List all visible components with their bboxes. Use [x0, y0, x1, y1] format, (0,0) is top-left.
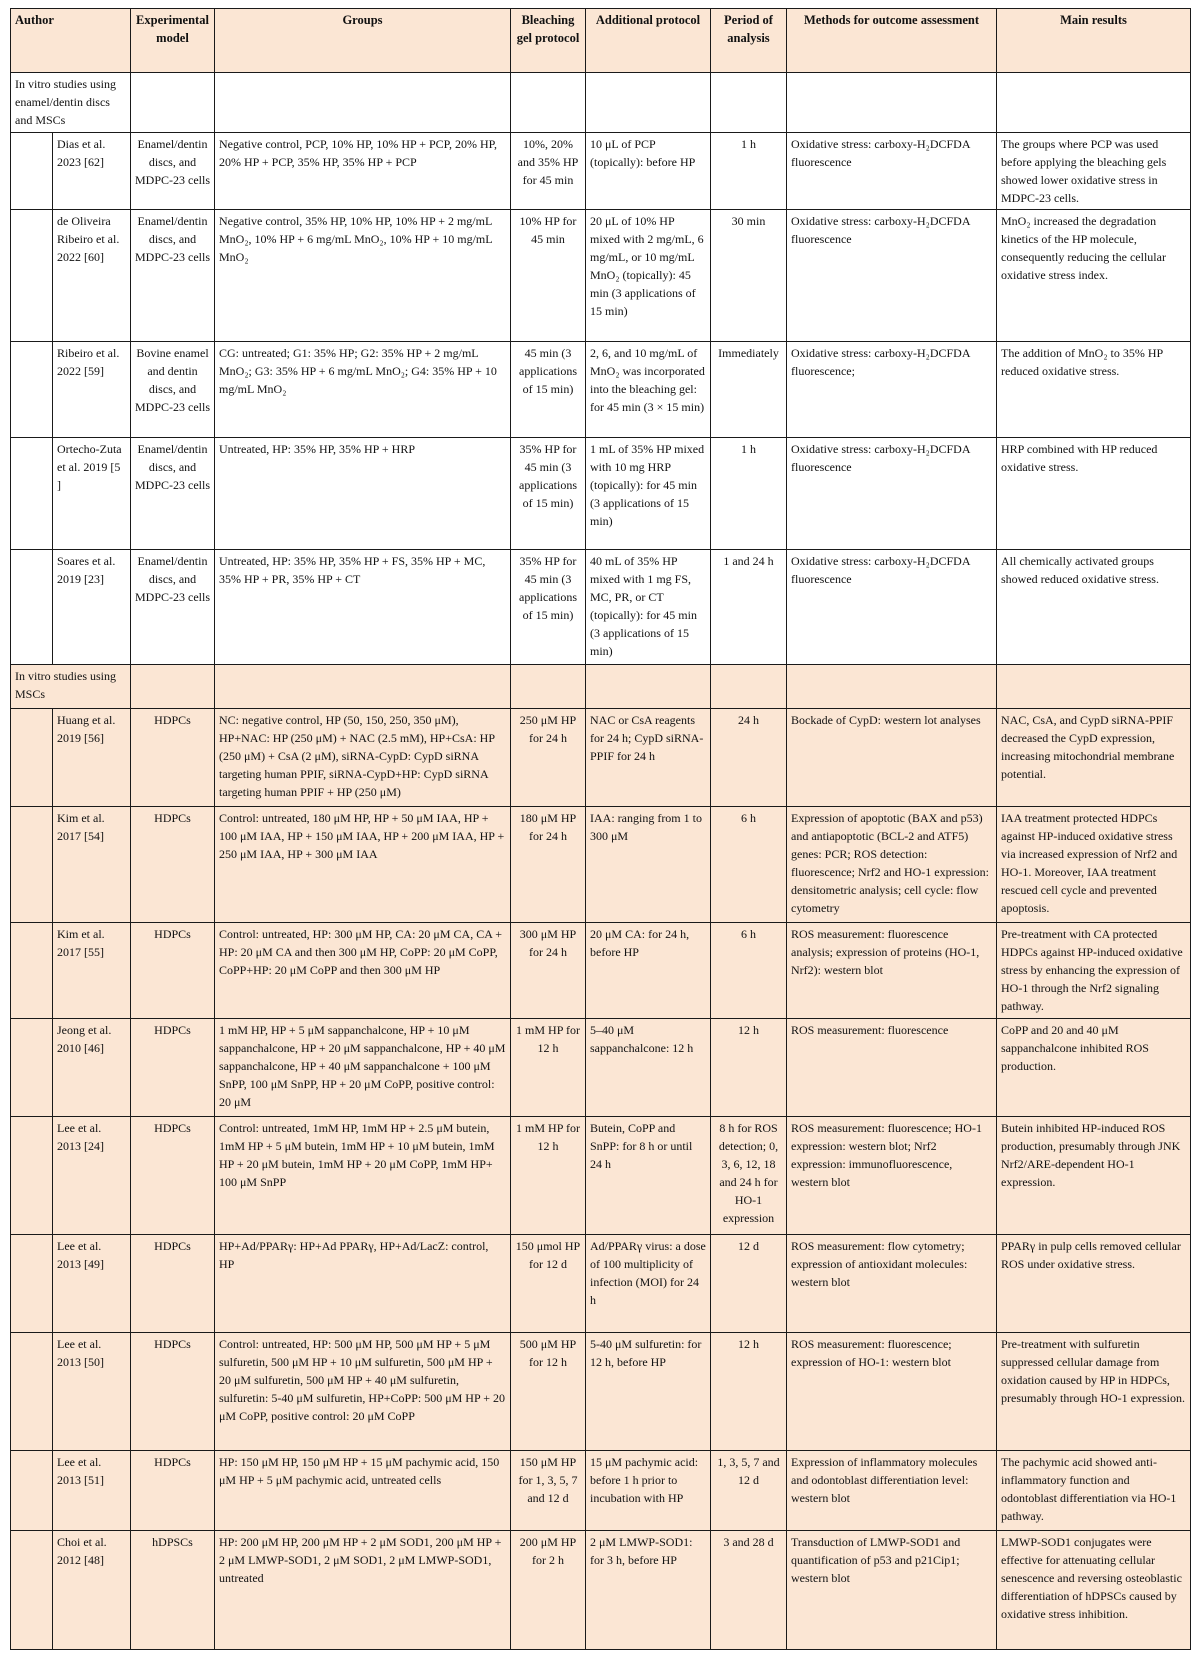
indent-cell — [11, 1235, 53, 1333]
cell-main-results: The addition of MnO₂ to 35% HP reduced oxidative stress. — [997, 342, 1191, 438]
cell-additional-protocol: 15 μM pachymic acid: before 1 h prior to incubation with HP — [586, 1451, 711, 1531]
section-empty-cell — [997, 73, 1191, 133]
cell-groups: Untreated, HP: 35% HP, 35% HP + HRP — [215, 438, 511, 550]
cell-additional-protocol: 2 μM LMWP-SOD1: for 3 h, before HP — [586, 1531, 711, 1650]
table-row — [11, 210, 1191, 342]
indent-cell — [11, 210, 53, 342]
cell-experimental-model: hDPSCs — [131, 1531, 215, 1650]
cell-groups: Negative control, 35% HP, 10% HP, 10% HP + 2 mg/mL MnO₂, 10% HP + 6 mg/mL MnO₂, 10% HP + 10 mg/mL MnO₂ — [215, 210, 511, 342]
cell-bleaching-gel: 35% HP for 45 min (3 applications of 15 min) — [511, 438, 586, 550]
cell-methods: ROS measurement: fluorescence — [787, 1019, 997, 1117]
indent-cell — [11, 550, 53, 665]
cell-groups: Control: untreated, HP: 300 μM HP, CA: 20 μM CA, CA + HP: 20 μM CA and then 300 μM HP, CoPP: 20 μM CoPP, CoPP+HP: 20 μM CoPP and then 300 μM HP — [215, 923, 511, 1019]
cell-main-results: HRP combined with HP reduced oxidative stress. — [997, 438, 1191, 550]
cell-main-results: PPARγ in pulp cells removed cellular ROS under oxidative stress. — [997, 1235, 1191, 1333]
cell-main-results: Pre-treatment with CA protected HDPCs against HP-induced oxidative stress by enhancing the expression of HO-1 through the Nrf2 signaling pathway. — [997, 923, 1191, 1019]
indent-cell — [11, 342, 53, 438]
cell-bleaching-gel: 250 μM HP for 24 h — [511, 709, 586, 807]
cell-experimental-model: HDPCs — [131, 807, 215, 923]
cell-main-results: NAC, CsA, and CypD siRNA-PPIF decreased the CypD expression, increasing mitochondrial membrane potential. — [997, 709, 1191, 807]
cell-additional-protocol: 40 mL of 35% HP mixed with 1 mg FS, MC, PR, or CT (topically): for 45 min (3 applications of 15 min) — [586, 550, 711, 665]
cell-author: Choi et al. 2012 [48] — [53, 1531, 131, 1650]
table-row — [11, 550, 1191, 665]
cell-methods: ROS measurement: fluorescence; HO-1 expression: western blot; Nrf2 expression: immunofluorescence, western blot — [787, 1117, 997, 1235]
section-empty-cell — [711, 73, 787, 133]
cell-bleaching-gel: 35% HP for 45 min (3 applications of 15 min) — [511, 550, 586, 665]
cell-groups: Negative control, PCP, 10% HP, 10% HP + PCP, 20% HP, 20% HP + PCP, 35% HP, 35% HP + PCP — [215, 133, 511, 210]
cell-methods: ROS measurement: fluorescence analysis; expression of proteins (HO-1, Nrf2): western blot — [787, 923, 997, 1019]
header-main-results: Main results — [997, 9, 1191, 73]
cell-author: de Oliveira Ribeiro et al. 2022 [60] — [53, 210, 131, 342]
cell-author: Lee et al. 2013 [51] — [53, 1451, 131, 1531]
cell-methods: Bockade of CypD: western lot analyses — [787, 709, 997, 807]
section-row — [11, 665, 1191, 709]
cell-main-results: MnO₂ increased the degradation kinetics of the HP molecule, consequently reducing the cellular oxidative stress index. — [997, 210, 1191, 342]
cell-groups: Control: untreated, HP: 500 μM HP, 500 μM HP + 5 μM sulfuretin, 500 μM HP + 10 μM sulfuretin, 500 μM HP + 20 μM sulfuretin, 500 μM HP + 40 μM sulfuretin, sulfuretin: 5-40 μM sulfuretin, HP+CoPP: 500 μM HP + 20 μM CoPP, positive control: 20 μM CoPP — [215, 1333, 511, 1451]
cell-author: Huang et al. 2019 [56] — [53, 709, 131, 807]
cell-period: 1 h — [711, 438, 787, 550]
cell-experimental-model: Enamel/dentin discs, and MDPC-23 cells — [131, 210, 215, 342]
cell-author: Kim et al. 2017 [55] — [53, 923, 131, 1019]
table-row — [11, 807, 1191, 923]
indent-cell — [11, 1117, 53, 1235]
cell-methods: Expression of apoptotic (BAX and p53) and antiapoptotic (BCL-2 and ATF5) genes: PCR; ROS detection: fluorescence; Nrf2 and HO-1 expression: densitometric analysis; cell cycle: flow cytometry — [787, 807, 997, 923]
cell-methods: Oxidative stress: carboxy-H₂DCFDA fluorescence — [787, 210, 997, 342]
cell-author: Kim et al. 2017 [54] — [53, 807, 131, 923]
cell-bleaching-gel: 200 μM HP for 2 h — [511, 1531, 586, 1650]
indent-cell — [11, 438, 53, 550]
cell-experimental-model: HDPCs — [131, 1451, 215, 1531]
cell-groups: HP: 200 μM HP, 200 μM HP + 2 μM SOD1, 200 μM HP + 2 μM LMWP-SOD1, 2 μM SOD1, 2 μM LMWP-SOD1, untreated — [215, 1531, 511, 1650]
cell-additional-protocol: 2, 6, and 10 mg/mL of MnO₂ was incorporated into the bleaching gel: for 45 min (3 × 15 min) — [586, 342, 711, 438]
cell-additional-protocol: 20 μL of 10% HP mixed with 2 mg/mL, 6 mg/mL, or 10 mg/mL MnO₂ (topically): 45 min (3 applications of 15 min) — [586, 210, 711, 342]
section-empty-cell — [511, 665, 586, 709]
section-empty-cell — [131, 73, 215, 133]
cell-main-results: LMWP-SOD1 conjugates were effective for attenuating cellular senescence and reversing osteoblastic differentiation of hDPSCs caused by oxidative stress inhibition. — [997, 1531, 1191, 1650]
cell-bleaching-gel: 150 μmol HP for 12 d — [511, 1235, 586, 1333]
cell-period: 12 h — [711, 1333, 787, 1451]
header-author: Author — [11, 9, 131, 73]
table-row — [11, 1531, 1191, 1650]
cell-author: Dias et al. 2023 [62] — [53, 133, 131, 210]
cell-experimental-model: Bovine enamel and dentin discs, and MDPC-23 cells — [131, 342, 215, 438]
cell-author: Lee et al. 2013 [24] — [53, 1117, 131, 1235]
cell-period: Immediately — [711, 342, 787, 438]
cell-experimental-model: HDPCs — [131, 1117, 215, 1235]
indent-cell — [11, 807, 53, 923]
cell-methods: Oxidative stress: carboxy-H₂DCFDA fluorescence — [787, 550, 997, 665]
cell-period: 30 min — [711, 210, 787, 342]
cell-groups: HP+Ad/PPARγ: HP+Ad PPARγ, HP+Ad/LacZ: control, HP — [215, 1235, 511, 1333]
cell-author: Ortecho-Zuta et al. 2019 [5 ] — [53, 438, 131, 550]
cell-author: Lee et al. 2013 [50] — [53, 1333, 131, 1451]
indent-cell — [11, 1019, 53, 1117]
cell-additional-protocol: NAC or CsA reagents for 24 h; CypD siRNA-PPIF for 24 h — [586, 709, 711, 807]
indent-cell — [11, 1333, 53, 1451]
cell-bleaching-gel: 150 μM HP for 1, 3, 5, 7 and 12 d — [511, 1451, 586, 1531]
cell-methods: Oxidative stress: carboxy-H₂DCFDA fluorescence — [787, 438, 997, 550]
section-empty-cell — [711, 665, 787, 709]
cell-bleaching-gel: 10%, 20% and 35% HP for 45 min — [511, 133, 586, 210]
section-empty-cell — [511, 73, 586, 133]
header-experimental-model: Experimental model — [131, 9, 215, 73]
section-empty-cell — [586, 665, 711, 709]
cell-groups: NC: negative control, HP (50, 150, 250, 350 μM), HP+NAC: HP (250 μM) + NAC (2.5 mM), HP+CsA: HP (250 μM) + CsA (2 μM), siRNA-CypD: CypD siRNA targeting human PPIF, siRNA-CypD+HP: CypD siRNA targeting human PPIF + HP (250 μM) — [215, 709, 511, 807]
cell-additional-protocol: 5-40 μM sulfuretin: for 12 h, before HP — [586, 1333, 711, 1451]
cell-additional-protocol: 10 μL of PCP (topically): before HP — [586, 133, 711, 210]
cell-period: 8 h for ROS detection; 0, 3, 6, 12, 18 and 24 h for HO-1 expression — [711, 1117, 787, 1235]
section-empty-cell — [586, 73, 711, 133]
header-row — [11, 9, 1191, 73]
cell-period: 12 d — [711, 1235, 787, 1333]
cell-period: 1 and 24 h — [711, 550, 787, 665]
indent-cell — [11, 923, 53, 1019]
cell-additional-protocol: 5–40 μM sappanchalcone: 12 h — [586, 1019, 711, 1117]
cell-author: Jeong et al. 2010 [46] — [53, 1019, 131, 1117]
cell-period: 24 h — [711, 709, 787, 807]
cell-bleaching-gel: 180 μM HP for 24 h — [511, 807, 586, 923]
cell-methods: Expression of inflammatory molecules and odontoblast differentiation level: western blot — [787, 1451, 997, 1531]
table-row — [11, 438, 1191, 550]
cell-additional-protocol: IAA: ranging from 1 to 300 μM — [586, 807, 711, 923]
cell-main-results: IAA treatment protected HDPCs against HP-induced oxidative stress via increased expression of Nrf2 and HO-1. Moreover, IAA treatment rescued cell cycle and prevented apoptosis. — [997, 807, 1191, 923]
cell-groups: HP: 150 μM HP, 150 μM HP + 15 μM pachymic acid, 150 μM HP + 5 μM pachymic acid, untreated cells — [215, 1451, 511, 1531]
cell-groups: Control: untreated, 180 μM HP, HP + 50 μM IAA, HP + 100 μM IAA, HP + 150 μM IAA, HP + 200 μM IAA, HP + 250 μM IAA, HP + 300 μM IAA — [215, 807, 511, 923]
cell-bleaching-gel: 45 min (3 applications of 15 min) — [511, 342, 586, 438]
cell-groups: CG: untreated; G1: 35% HP; G2: 35% HP + 2 mg/mL MnO₂; G3: 35% HP + 6 mg/mL MnO₂; G4: 35% HP + 10 mg/mL MnO₂ — [215, 342, 511, 438]
indent-cell — [11, 1531, 53, 1650]
cell-bleaching-gel: 300 μM HP for 24 h — [511, 923, 586, 1019]
section-label: In vitro studies using MSCs — [11, 665, 131, 709]
cell-bleaching-gel: 1 mM HP for 12 h — [511, 1019, 586, 1117]
section-empty-cell — [215, 665, 511, 709]
section-empty-cell — [787, 73, 997, 133]
indent-cell — [11, 133, 53, 210]
studies-table — [10, 8, 1191, 1650]
table-row — [11, 133, 1191, 210]
indent-cell — [11, 709, 53, 807]
cell-methods: ROS measurement: flow cytometry; expression of antioxidant molecules: western blot — [787, 1235, 997, 1333]
section-label: In vitro studies using enamel/dentin discs and MSCs — [11, 73, 131, 133]
header-methods: Methods for outcome assessment — [787, 9, 997, 73]
cell-additional-protocol: 20 μM CA: for 24 h, before HP — [586, 923, 711, 1019]
header-bleaching-gel-protocol: Bleaching gel protocol — [511, 9, 586, 73]
section-empty-cell — [131, 665, 215, 709]
cell-additional-protocol: 1 mL of 35% HP mixed with 10 mg HRP (topically): for 45 min (3 applications of 15 min) — [586, 438, 711, 550]
table-row — [11, 1117, 1191, 1235]
header-groups: Groups — [215, 9, 511, 73]
cell-period: 1, 3, 5, 7 and 12 d — [711, 1451, 787, 1531]
cell-experimental-model: HDPCs — [131, 709, 215, 807]
header-period-of-analysis: Period of analysis — [711, 9, 787, 73]
table-row — [11, 1333, 1191, 1451]
header-additional-protocol: Additional protocol — [586, 9, 711, 73]
table-row — [11, 1019, 1191, 1117]
cell-period: 6 h — [711, 923, 787, 1019]
cell-author: Ribeiro et al. 2022 [59] — [53, 342, 131, 438]
table-row — [11, 709, 1191, 807]
cell-period: 12 h — [711, 1019, 787, 1117]
cell-methods: Oxidative stress: carboxy-H₂DCFDA fluorescence — [787, 133, 997, 210]
cell-additional-protocol: Butein, CoPP and SnPP: for 8 h or until 24 h — [586, 1117, 711, 1235]
cell-main-results: Butein inhibited HP-induced ROS production, presumably through JNK Nrf2/ARE-dependent HO-1 expression. — [997, 1117, 1191, 1235]
cell-main-results: The groups where PCP was used before applying the bleaching gels showed lower oxidative stress in MDPC-23 cells. — [997, 133, 1191, 210]
section-empty-cell — [787, 665, 997, 709]
results-table-container — [10, 8, 1190, 1650]
section-empty-cell — [997, 665, 1191, 709]
indent-cell — [11, 1451, 53, 1531]
cell-bleaching-gel: 1 mM HP for 12 h — [511, 1117, 586, 1235]
cell-experimental-model: HDPCs — [131, 1235, 215, 1333]
cell-experimental-model: Enamel/dentin discs, and MDPC-23 cells — [131, 133, 215, 210]
cell-groups: 1 mM HP, HP + 5 μM sappanchalcone, HP + 10 μM sappanchalcone, HP + 20 μM sappanchalcone, HP + 40 μM sappanchalcone, HP + 40 μM sappanchalcone + 100 μM SnPP, 100 μM SnPP, HP + 20 μM CoPP, positive control: 20 μM — [215, 1019, 511, 1117]
cell-period: 3 and 28 d — [711, 1531, 787, 1650]
cell-main-results: CoPP and 20 and 40 μM sappanchalcone inhibited ROS production. — [997, 1019, 1191, 1117]
table-row — [11, 1235, 1191, 1333]
cell-groups: Untreated, HP: 35% HP, 35% HP + FS, 35% HP + MC, 35% HP + PR, 35% HP + CT — [215, 550, 511, 665]
table-row — [11, 1451, 1191, 1531]
cell-main-results: All chemically activated groups showed reduced oxidative stress. — [997, 550, 1191, 665]
section-empty-cell — [215, 73, 511, 133]
cell-experimental-model: Enamel/dentin discs, and MDPC-23 cells — [131, 550, 215, 665]
cell-bleaching-gel: 10% HP for 45 min — [511, 210, 586, 342]
cell-period: 1 h — [711, 133, 787, 210]
cell-experimental-model: Enamel/dentin discs, and MDPC-23 cells — [131, 438, 215, 550]
cell-additional-protocol: Ad/PPARγ virus: a dose of 100 multiplicity of infection (MOI) for 24 h — [586, 1235, 711, 1333]
cell-methods: Transduction of LMWP-SOD1 and quantification of p53 and p21Cip1; western blot — [787, 1531, 997, 1650]
cell-main-results: Pre-treatment with sulfuretin suppressed cellular damage from oxidation caused by HP in HDPCs, presumably through HO-1 expression. — [997, 1333, 1191, 1451]
cell-experimental-model: HDPCs — [131, 1019, 215, 1117]
cell-period: 6 h — [711, 807, 787, 923]
cell-bleaching-gel: 500 μM HP for 12 h — [511, 1333, 586, 1451]
cell-author: Lee et al. 2013 [49] — [53, 1235, 131, 1333]
section-row — [11, 73, 1191, 133]
cell-author: Soares et al. 2019 [23] — [53, 550, 131, 665]
cell-methods: ROS measurement: fluorescence; expression of HO-1: western blot — [787, 1333, 997, 1451]
cell-experimental-model: HDPCs — [131, 923, 215, 1019]
cell-methods: Oxidative stress: carboxy-H₂DCFDA fluorescence; — [787, 342, 997, 438]
table-row — [11, 342, 1191, 438]
cell-main-results: The pachymic acid showed anti-inflammatory function and odontoblast differentiation via HO-1 pathway. — [997, 1451, 1191, 1531]
cell-groups: Control: untreated, 1mM HP, 1mM HP + 2.5 μM butein, 1mM HP + 5 μM butein, 1mM HP + 10 μM butein, 1mM HP + 20 μM butein, 1mM HP + 20 μM CoPP, 1mM HP+ 100 μM SnPP — [215, 1117, 511, 1235]
table-row — [11, 923, 1191, 1019]
cell-experimental-model: HDPCs — [131, 1333, 215, 1451]
